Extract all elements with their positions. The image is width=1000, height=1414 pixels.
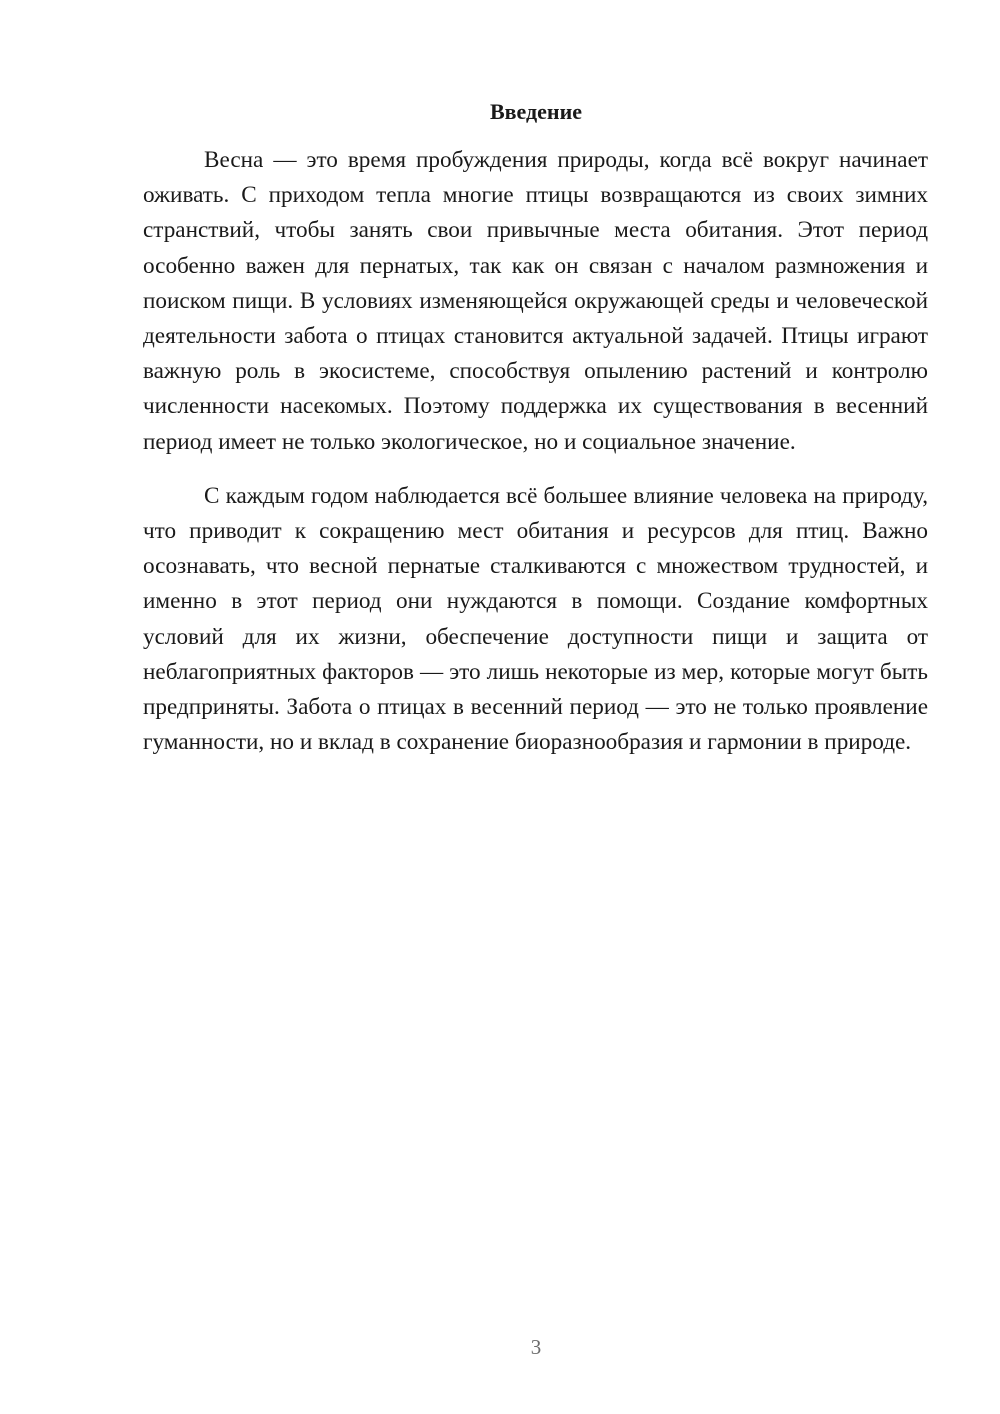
paragraph-1: Весна — это время пробуждения природы, когда всё вокруг начинает оживать. С приходом тепла многие птицы возвращаются из своих зимних странствий, чтобы занять свои привычные места обитания. Этот период особенно важен для пернатых, так как он связан с началом размножения и поиском пищи. В условиях изменяющейся окружающей среды и человеческой деятельности забота о птицах становится актуальной задачей. Птицы играют важную роль в экосистеме, способствуя опылению растений и контролю численности насекомых. Поэтому поддержка их существования в весенний период имеет не только экологическое, но и социальное значение. [143, 147, 928, 455]
body-text [143, 143, 928, 760]
paragraph-2: С каждым годом наблюдается всё большее влияние человека на природу, что приводит к сокращению мест обитания и ресурсов для птиц. Важно осознавать, что весной пернатые сталкиваются с множеством трудностей, и именно в этот период они нуждаются в помощи. Создание комфортных условий для их жизни, обеспечение доступности пищи и защита от неблагоприятных факторов — это лишь некоторые из мер, которые могут быть предприняты. Забота о птицах в весенний период — это не только проявление гуманности, но и вклад в сохранение биоразнообразия и гармонии в природе. [143, 482, 928, 756]
section-heading: Введение [489, 99, 583, 124]
page-number: 3 [530, 1335, 542, 1359]
